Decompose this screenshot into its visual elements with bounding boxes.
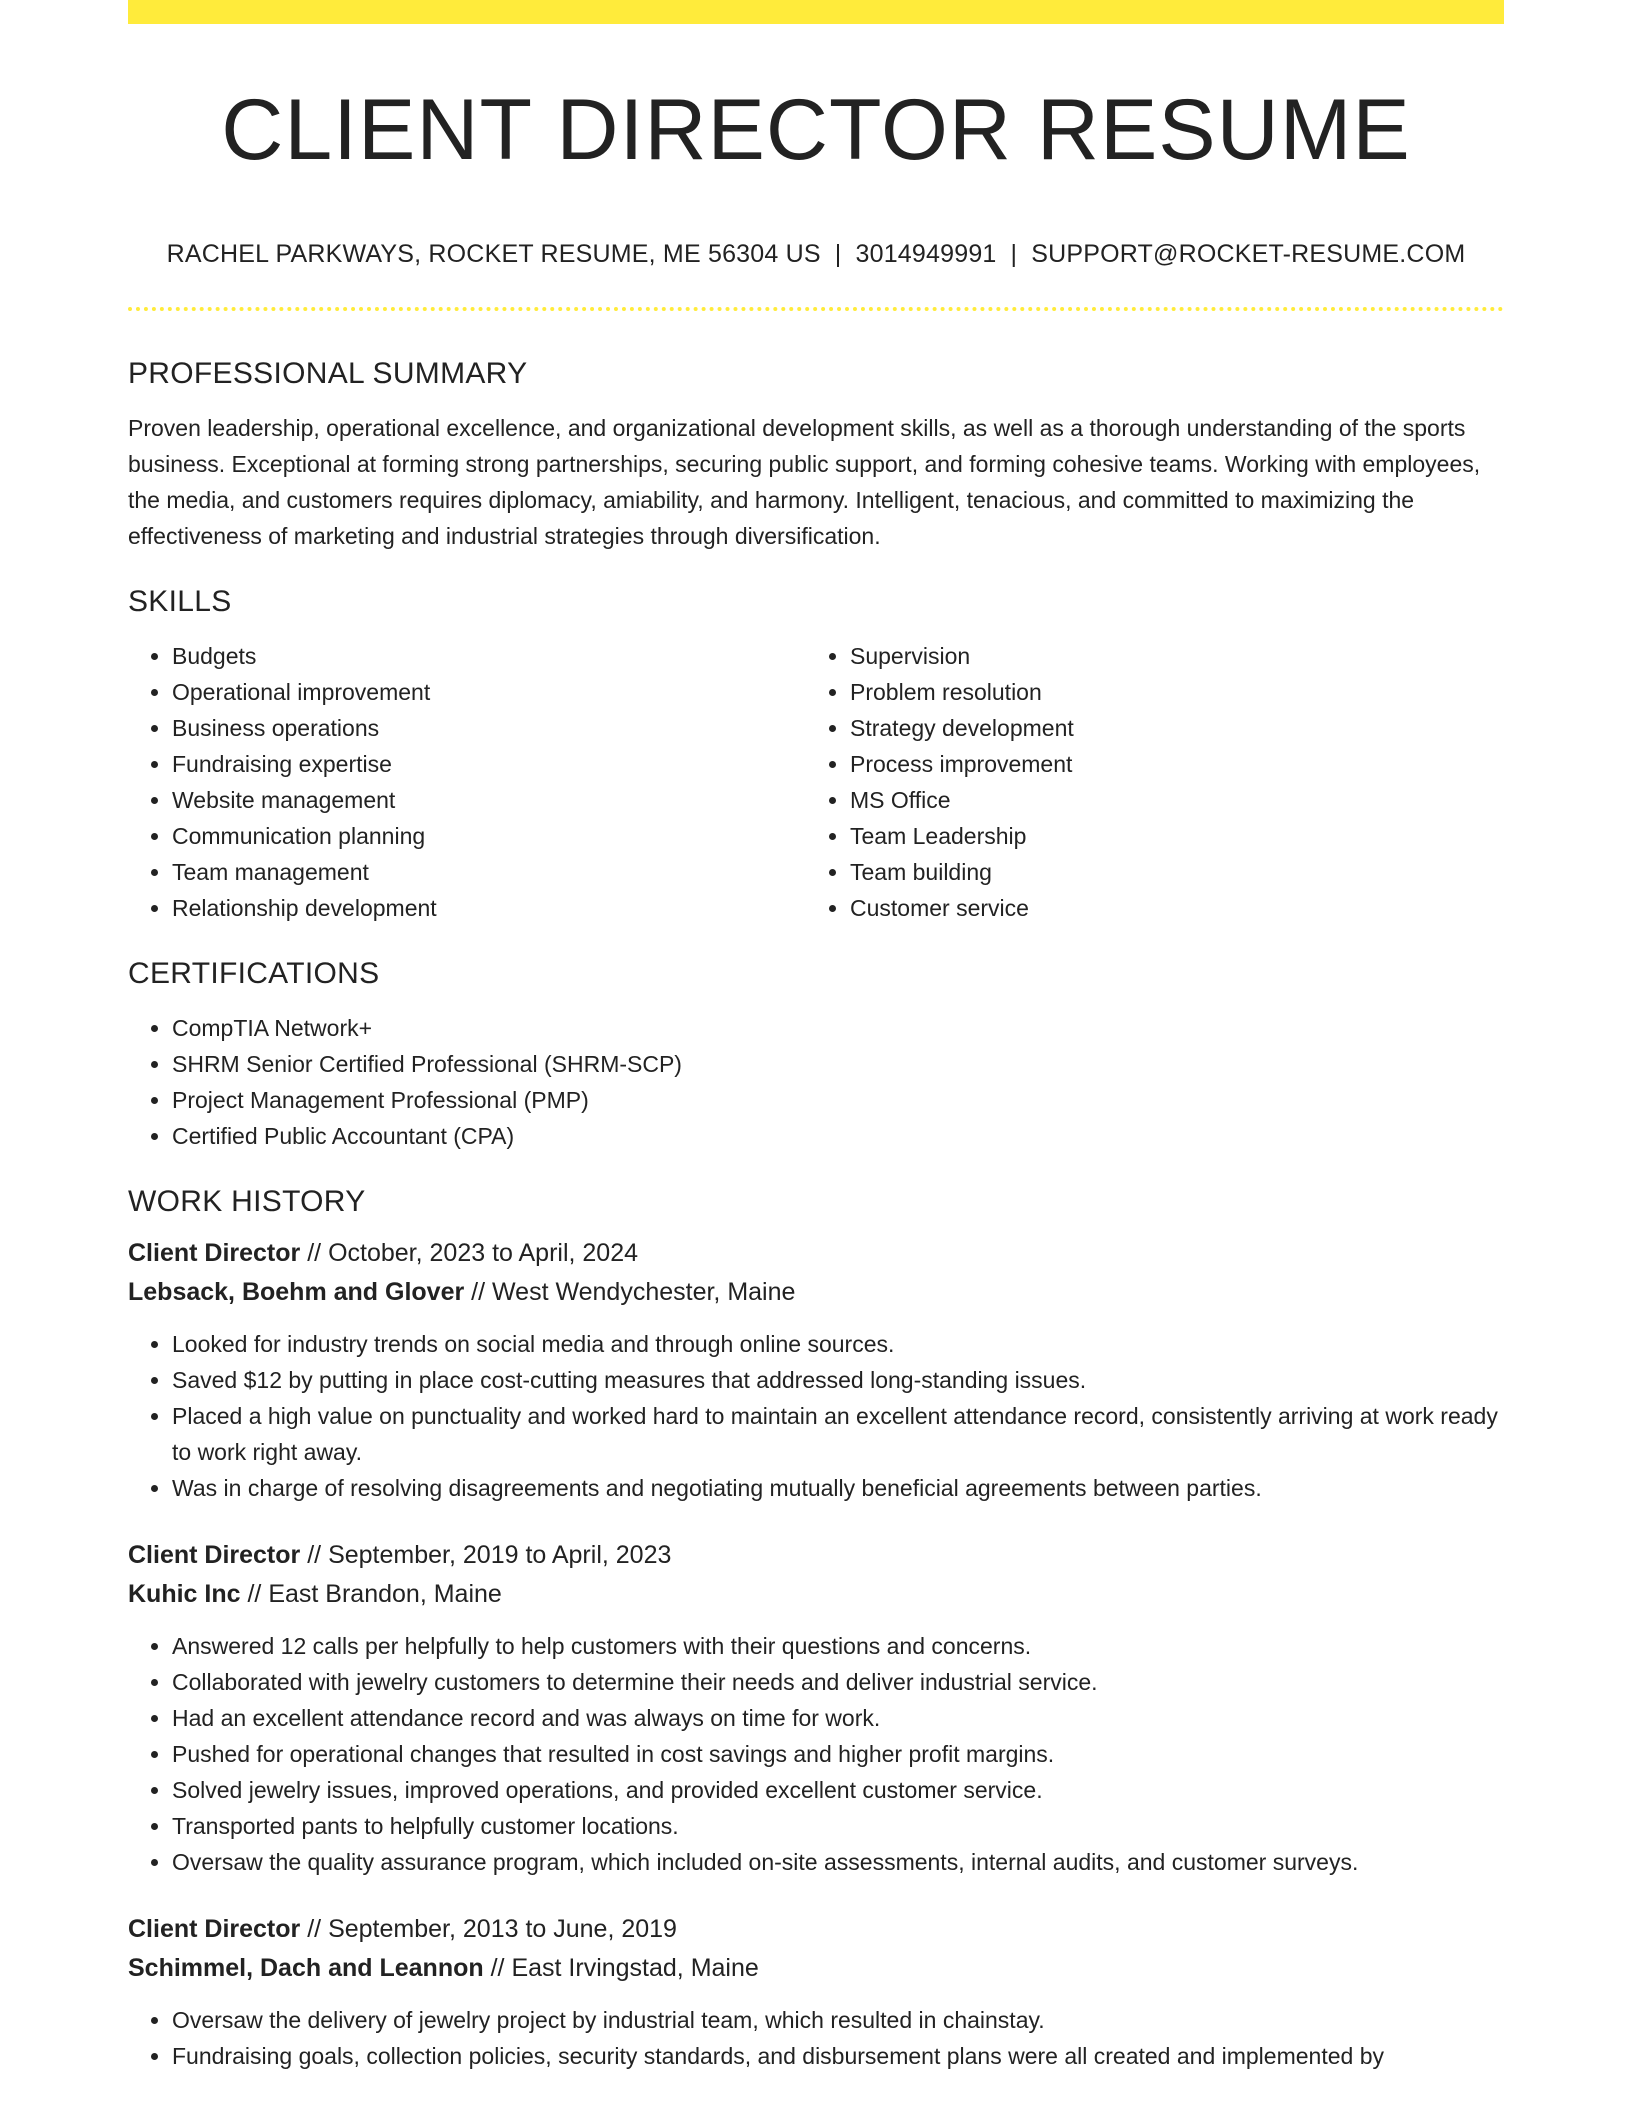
work-history-heading: WORK HISTORY [128, 1185, 366, 1218]
certification-item: • Certified Public Accountant (CPA) [172, 1118, 1504, 1154]
job-bullet: • Saved $12 by putting in place cost-cutting measures that addressed long-standing issues. [172, 1362, 1504, 1398]
certification-item: • Project Management Professional (PMP) [172, 1082, 1504, 1118]
skills-right-list [806, 638, 1484, 926]
job-company: Lebsack, Boehm and Glover [128, 1278, 465, 1306]
job-divider: // [247, 1580, 262, 1608]
skills-heading: SKILLS [128, 585, 232, 618]
job-divider: // [307, 1915, 322, 1943]
job-divider: // [307, 1239, 322, 1267]
skill-item: • Problem resolution [850, 674, 1484, 710]
jobs-container [128, 1234, 1504, 2074]
certifications-heading: CERTIFICATIONS [128, 957, 380, 990]
summary-section [128, 352, 1504, 554]
job-bullet: • Placed a high value on punctuality and worked hard to maintain an excellent attendance record, consistently arriving at work ready to work right away. [172, 1398, 1504, 1470]
job-company-line [128, 1575, 1504, 1614]
skill-item: • Operational improvement [172, 674, 806, 710]
top-accent-bar [128, 0, 1504, 24]
job-company-line [128, 1949, 1504, 1988]
certification-item: • SHRM Senior Certified Professional (SHRM-SCP) [172, 1046, 1504, 1082]
skills-left-list [128, 638, 806, 926]
contact-email: SUPPORT@ROCKET-RESUME.COM [1031, 240, 1466, 268]
job-bullet: • Had an excellent attendance record and was always on time for work. [172, 1700, 1504, 1736]
skill-item: • Communication planning [172, 818, 806, 854]
job-entry [128, 1910, 1504, 2074]
skill-item: • Team building [850, 854, 1484, 890]
job-bullet: • Solved jewelry issues, improved operations, and provided excellent customer service. [172, 1772, 1504, 1808]
job-title-line [128, 1536, 1504, 1575]
skill-item: • Relationship development [172, 890, 806, 926]
job-bullet: • Was in charge of resolving disagreements and negotiating mutually beneficial agreements between parties. [172, 1470, 1504, 1506]
job-dates: September, 2013 to June, 2019 [328, 1915, 677, 1943]
job-location: East Irvingstad, Maine [511, 1954, 759, 1982]
resume-content [128, 352, 1504, 2074]
job-company: Kuhic Inc [128, 1580, 241, 1608]
job-company-line [128, 1273, 1504, 1312]
job-bullets [128, 2002, 1504, 2074]
job-title: Client Director [128, 1239, 301, 1267]
skill-item: • Budgets [172, 638, 806, 674]
job-bullet: • Answered 12 calls per helpfully to help customers with their questions and concerns. [172, 1628, 1504, 1664]
contact-address: RACHEL PARKWAYS, ROCKET RESUME, ME 56304 US [166, 240, 821, 268]
contact-phone: 3014949991 [855, 240, 997, 268]
skill-item: • Supervision [850, 638, 1484, 674]
skill-item: • MS Office [850, 782, 1484, 818]
job-bullet: • Fundraising goals, collection policies, security standards, and disbursement plans were all created and implemented by [172, 2038, 1504, 2074]
job-title-line [128, 1910, 1504, 1949]
job-location: West Wendychester, Maine [492, 1278, 796, 1306]
job-bullet: • Oversaw the quality assurance program, which included on-site assessments, internal audits, and customer surveys. [172, 1844, 1504, 1880]
skill-item: • Website management [172, 782, 806, 818]
job-dates: October, 2023 to April, 2024 [328, 1239, 639, 1267]
work-history-section [128, 1180, 1504, 2074]
job-title: Client Director [128, 1915, 301, 1943]
contact-line [128, 236, 1504, 272]
certifications-list [128, 1010, 1504, 1154]
job-title-line [128, 1234, 1504, 1273]
contact-separator: | [1010, 240, 1018, 268]
job-dates: September, 2019 to April, 2023 [328, 1541, 672, 1569]
skill-item: • Customer service [850, 890, 1484, 926]
contact-separator: | [834, 240, 842, 268]
job-bullets [128, 1326, 1504, 1506]
skill-item: • Strategy development [850, 710, 1484, 746]
skill-item: • Team Leadership [850, 818, 1484, 854]
job-bullet: • Looked for industry trends on social media and through online sources. [172, 1326, 1504, 1362]
job-bullet: • Oversaw the delivery of jewelry project by industrial team, which resulted in chainstay. [172, 2002, 1504, 2038]
job-bullet: • Collaborated with jewelry customers to determine their needs and deliver industrial service. [172, 1664, 1504, 1700]
job-bullet: • Pushed for operational changes that resulted in cost savings and higher profit margins. [172, 1736, 1504, 1772]
job-entry [128, 1234, 1504, 1506]
job-divider: // [307, 1541, 322, 1569]
skill-item: • Process improvement [850, 746, 1484, 782]
summary-heading: PROFESSIONAL SUMMARY [128, 357, 528, 390]
job-divider: // [471, 1278, 486, 1306]
job-bullet: • Transported pants to helpfully customer locations. [172, 1808, 1504, 1844]
job-title: Client Director [128, 1541, 301, 1569]
summary-text: Proven leadership, operational excellence, and organizational development skills, as well as a thorough understanding of the sports business. Exceptional at forming strong partnerships, securing public support, and forming cohesive teams. Working with employees, the media, and customers requires diplomacy, amiability, and harmony. Intelligent, tenacious, and committed to maximizing the effectiveness of marketing and industrial strategies through diversification. [128, 415, 1481, 549]
skills-section [128, 580, 1504, 926]
skill-item: • Fundraising expertise [172, 746, 806, 782]
job-company: Schimmel, Dach and Leannon [128, 1954, 484, 1982]
job-entry [128, 1536, 1504, 1880]
resume-title: CLIENT DIRECTOR RESUME [221, 82, 1411, 178]
certifications-section [128, 952, 1504, 1154]
certification-item: • CompTIA Network+ [172, 1010, 1504, 1046]
skill-item: • Team management [172, 854, 806, 890]
job-location: East Brandon, Maine [268, 1580, 502, 1608]
skills-columns [128, 638, 1504, 926]
job-divider: // [490, 1954, 505, 1982]
skill-item: • Business operations [172, 710, 806, 746]
job-bullets [128, 1628, 1504, 1880]
dotted-divider [128, 307, 1504, 311]
